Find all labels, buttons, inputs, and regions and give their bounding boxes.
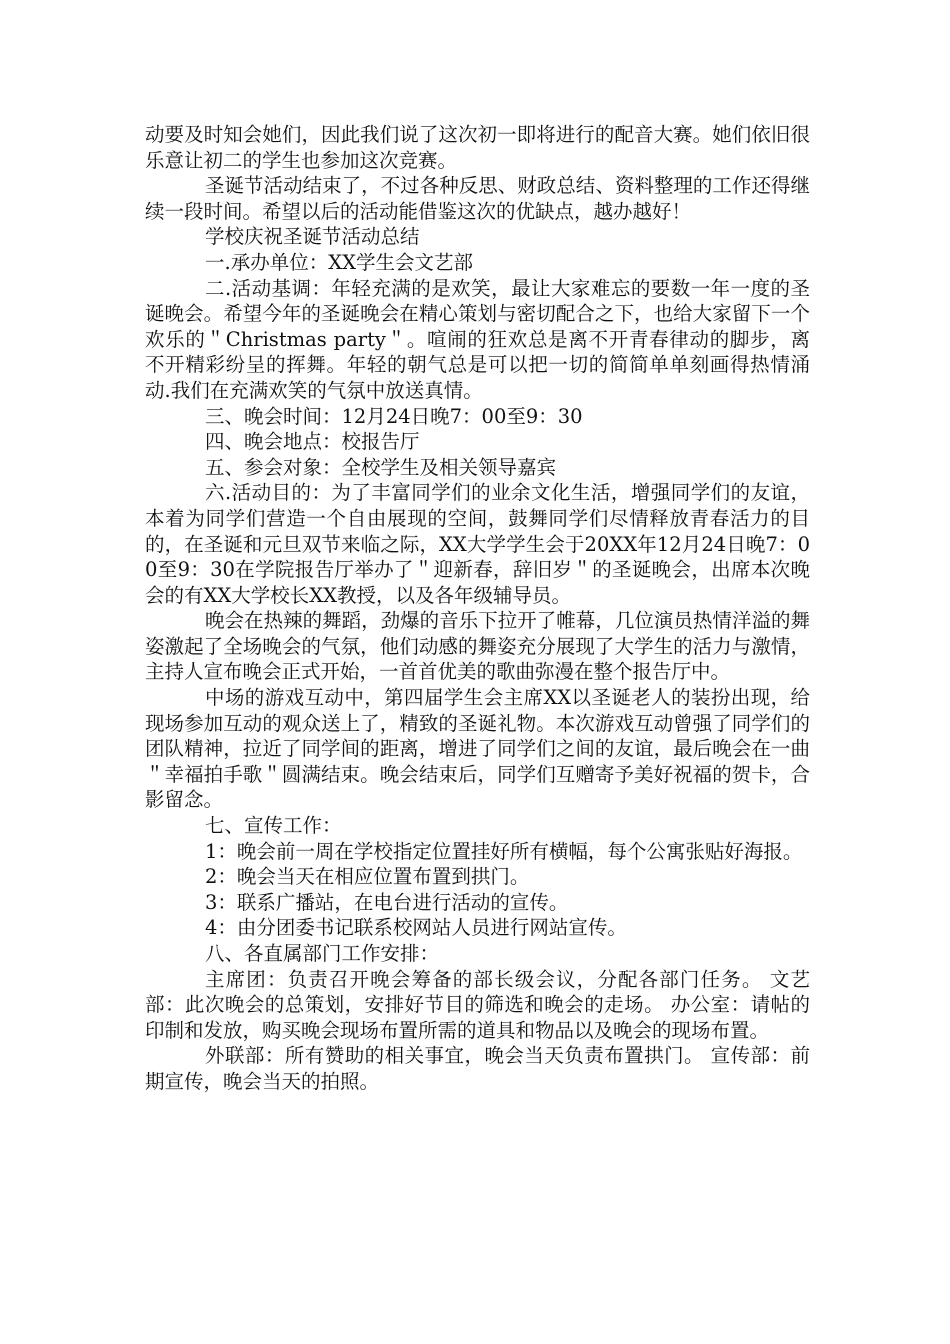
publicity-item-1: 1：晚会前一周在学校指定位置挂好所有横幅，每个公寓张贴好海报。 xyxy=(205,839,803,863)
section-attendees: 五、参会对象：全校学生及相关领导嘉宾 xyxy=(205,455,557,479)
paragraph-christmas-ending: 圣诞节活动结束了，不过各种反思、财政总结、资料整理的工作还得继续一段时间。希望以后的活动能借鉴这次的优缺点，越办越好！ xyxy=(145,174,810,223)
document-body xyxy=(145,122,810,1095)
publicity-item-4: 4：由分团委书记联系校网站人员进行网站宣传。 xyxy=(205,916,627,940)
section-departments: 八、各直属部门工作安排： xyxy=(205,942,440,965)
department-tasks-1: 主席团：负责召开晚会筹备的部长级会议，分配各部门任务。 文艺部：此次晚会的总策划，安排好节目的筛选和晚会的走场。 办公室：请帖的印制和发放，购买晚会现场布置所需的道具和物品以及晚会的现场布置。 xyxy=(145,967,810,1042)
publicity-item-3: 3：联系广播站，在电台进行活动的宣传。 xyxy=(205,890,569,914)
paragraph-intro-continuation: 动要及时知会她们，因此我们说了这次初一即将进行的配音大赛。她们依旧很乐意让初二的学生也参加这次竞赛。 xyxy=(145,123,810,172)
publicity-item-2: 2：晚会当天在相应位置布置到拱门。 xyxy=(205,865,530,889)
section-theme: 二.活动基调：年轻充满的是欢笑，最让大家难忘的要数一年一度的圣诞晚会。希望今年的圣诞晚会在精心策划与密切配合之下，也给大家留下一个欢乐的＂Christmas party＂。喧闹的狂欢总是离不开青春律动的脚步，离不开精彩纷呈的挥舞。年轻的朝气总是可以把一切的简简单单刻画得热情涌动.我们在充满欢笑的气氛中放送真情。 xyxy=(145,276,810,402)
paragraph-game-interaction: 中场的游戏互动中，第四届学生会主席XX以圣诞老人的装扮出现，给现场参加互动的观众送上了，精致的圣诞礼物。本次游戏互动曾强了同学们的团队精神，拉近了同学间的距离，增进了同学们之间的友谊，最后晚会在一曲＂幸福拍手歌＂圆满结束。晚会结束后，同学们互赠寄予美好祝福的贺卡，合影留念。 xyxy=(145,686,810,812)
document-title: 学校庆祝圣诞节活动总结 xyxy=(205,225,420,249)
section-location: 四、晚会地点：校报告厅 xyxy=(205,430,420,454)
section-publicity: 七、宣传工作： xyxy=(205,814,342,838)
paragraph-opening: 晚会在热辣的舞蹈，劲爆的音乐下拉开了帷幕，几位演员热情洋溢的舞姿激起了全场晚会的气氛，他们动感的舞姿充分展现了大学生的活力与激情，主持人宣布晚会正式开始，一首首优美的歌曲弥漫在整个报告厅中。 xyxy=(145,609,810,684)
section-organizer: 一.承办单位：XX学生会文艺部 xyxy=(205,250,473,274)
section-time: 三、晚会时间：12月24日晚7：00至9：30 xyxy=(205,404,583,428)
department-tasks-2: 外联部：所有赞助的相关事宜，晚会当天负责布置拱门。 宣传部：前期宣传，晚会当天的拍照。 xyxy=(145,1044,810,1093)
section-purpose: 六.活动目的：为了丰富同学们的业余文化生活，增强同学们的友谊，本着为同学们营造一个自由展现的空间，鼓舞同学们尽情释放青春活力的目的，在圣诞和元旦双节来临之际，XX大学学生会于20XX年12月24日晚7：00至9：30在学院报告厅举办了＂迎新春，辞旧岁＂的圣诞晚会，出席本次晚会的有XX大学校长XX教授，以及各年级辅导员。 xyxy=(145,481,810,607)
